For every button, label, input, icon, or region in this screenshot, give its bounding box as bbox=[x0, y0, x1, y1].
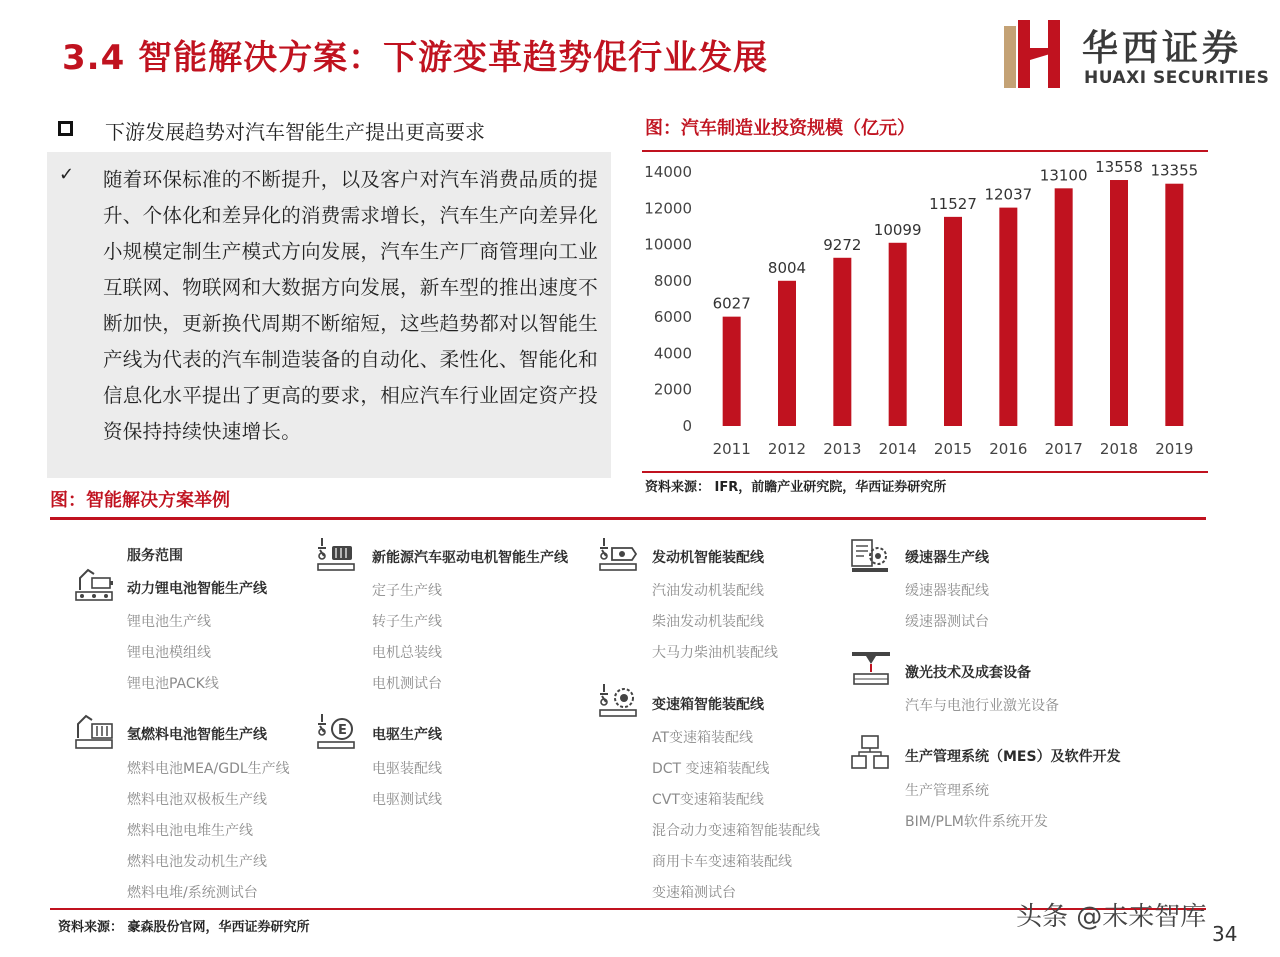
col1-head-1: 动力锂电池智能生产线 bbox=[127, 581, 267, 597]
x-tick-label: 2016 bbox=[989, 440, 1028, 458]
paragraph-box bbox=[47, 152, 611, 478]
col2-head-2: 电驱生产线 bbox=[372, 727, 442, 743]
col4-item: 缓速器装配线 bbox=[905, 583, 989, 599]
motor-line-icon bbox=[316, 536, 356, 572]
data-label: 13558 bbox=[1095, 158, 1143, 177]
e-drive-line-icon bbox=[316, 712, 356, 750]
bar bbox=[1055, 188, 1073, 426]
y-tick-label: 8000 bbox=[653, 271, 692, 290]
col3-item: AT变速箱装配线 bbox=[652, 730, 754, 746]
y-tick-label: 10000 bbox=[644, 235, 692, 254]
x-tick-label: 2018 bbox=[1099, 440, 1139, 458]
y-tick-label: 14000 bbox=[644, 163, 692, 181]
col1-item: 燃料电池双极板生产线 bbox=[127, 792, 267, 808]
bar bbox=[723, 317, 741, 426]
col1-item: 锂电池模组线 bbox=[127, 645, 211, 661]
col3-item: DCT 变速箱装配线 bbox=[652, 761, 770, 777]
y-tick-label: 0 bbox=[682, 417, 692, 435]
laser-equipment-icon bbox=[850, 650, 892, 690]
data-label: 12037 bbox=[984, 185, 1033, 204]
col2-item: 电机测试台 bbox=[372, 676, 442, 692]
col1-item: 燃料电堆/系统测试台 bbox=[127, 885, 258, 901]
bar bbox=[1110, 180, 1128, 426]
col2-item: 电驱装配线 bbox=[372, 761, 442, 777]
page-number: 34 bbox=[1212, 922, 1238, 946]
x-tick-label: 2013 bbox=[823, 440, 862, 458]
bar bbox=[833, 258, 851, 426]
page-title: 3.4 智能解决方案：下游变革趋势促行业发展 bbox=[62, 38, 769, 78]
col3-item: 混合动力变速箱智能装配线 bbox=[652, 823, 820, 839]
col3-item: 商用卡车变速箱装配线 bbox=[652, 854, 792, 870]
logo-en-text: HUAXI SECURITIES bbox=[1084, 68, 1270, 88]
bar bbox=[778, 281, 796, 426]
company-logo bbox=[1002, 20, 1270, 90]
solutions-title: 图：智能解决方案举例 bbox=[50, 490, 230, 511]
col4-item: 生产管理系统 bbox=[905, 783, 989, 799]
battery-line-icon bbox=[72, 566, 116, 602]
paragraph-text: 随着环保标准的不断提升，以及客户对汽车消费品质的提升、个体化和差异化的消费需求增长，汽车生产向差异化小规模定制生产模式方向发展，汽车生产厂商管理向工业互联网、物联网和大数据方向发展，新车型的推出速度不断加快，更新换代周期不断缩短，这些趋势都对以智能生产线为代表的汽车制造装备的自动化、柔性化、智能化和信息化水平提出了更高的要求，相应汽车行业固定资产投资保持持续快速增长。 bbox=[103, 168, 599, 443]
col1-head-2: 氢燃料电池智能生产线 bbox=[127, 727, 267, 743]
fuel-cell-line-icon bbox=[72, 712, 116, 750]
bar bbox=[999, 208, 1017, 426]
x-tick-label: 2012 bbox=[767, 440, 807, 458]
col3-head-2: 变速箱智能装配线 bbox=[652, 697, 764, 713]
col2-item: 电驱测试线 bbox=[372, 792, 442, 808]
chart-title: 图：汽车制造业投资规模（亿元） bbox=[645, 118, 915, 139]
col1-item: 燃料电池发动机生产线 bbox=[127, 854, 267, 870]
x-tick-label: 2015 bbox=[933, 440, 973, 458]
y-tick-label: 2000 bbox=[653, 380, 692, 399]
col3-item: 大马力柴油机装配线 bbox=[652, 645, 778, 661]
col3-head-1: 发动机智能装配线 bbox=[652, 550, 764, 566]
service-scope-label: 服务范围 bbox=[127, 548, 183, 564]
watermark: 头条 @未来智库 bbox=[1016, 902, 1207, 932]
y-tick-label: 6000 bbox=[653, 308, 692, 327]
bullet-heading-text: 下游发展趋势对汽车智能生产提出更高要求 bbox=[105, 120, 485, 144]
check-mark-icon: ✓ bbox=[59, 164, 75, 185]
x-tick-label: 2014 bbox=[878, 440, 917, 458]
footer-source: 资料来源： 豪森股份官网，华西证券研究所 bbox=[58, 920, 310, 935]
col4-head-1: 缓速器生产线 bbox=[905, 550, 989, 566]
data-label: 9272 bbox=[823, 235, 862, 254]
data-label: 11527 bbox=[929, 194, 977, 213]
x-tick-label: 2017 bbox=[1044, 440, 1083, 458]
huaxi-logo-mark-icon bbox=[1002, 20, 1068, 90]
col1-item: 锂电池生产线 bbox=[127, 614, 211, 630]
bar bbox=[889, 243, 907, 426]
col2-item: 电机总装线 bbox=[372, 645, 442, 661]
svg-text:E: E bbox=[338, 723, 347, 738]
x-tick-label: 2011 bbox=[712, 440, 751, 458]
engine-line-icon bbox=[598, 536, 638, 572]
data-label: 13355 bbox=[1150, 161, 1199, 180]
col2-head-1: 新能源汽车驱动电机智能生产线 bbox=[372, 550, 568, 566]
col1-item: 锂电池PACK线 bbox=[127, 676, 219, 692]
bar bbox=[944, 217, 962, 426]
data-label: 6027 bbox=[712, 294, 751, 313]
chart-svg bbox=[642, 150, 1208, 475]
col4-item: 汽车与电池行业激光设备 bbox=[905, 698, 1059, 714]
square-bullet-icon bbox=[58, 121, 73, 136]
section-divider bbox=[50, 517, 1206, 520]
col1-item: 燃料电池MEA/GDL生产线 bbox=[127, 761, 290, 777]
col3-item: CVT变速箱装配线 bbox=[652, 792, 764, 808]
col2-item: 定子生产线 bbox=[372, 583, 442, 599]
investment-chart bbox=[642, 150, 1208, 475]
mes-software-icon bbox=[850, 734, 890, 772]
data-label: 8004 bbox=[767, 258, 807, 277]
chart-source: 资料来源： IFR，前瞻产业研究院，华西证券研究所 bbox=[645, 480, 947, 495]
col2-item: 转子生产线 bbox=[372, 614, 442, 630]
col4-head-3: 生产管理系统（MES）及软件开发 bbox=[905, 749, 1121, 765]
col1-item: 燃料电池电堆生产线 bbox=[127, 823, 253, 839]
bar bbox=[1165, 184, 1183, 426]
y-tick-label: 4000 bbox=[653, 344, 692, 363]
bullet-heading bbox=[58, 116, 618, 146]
col3-item: 变速箱测试台 bbox=[652, 885, 736, 901]
logo-cn-text: 华西证券 bbox=[1082, 28, 1243, 69]
col3-item: 柴油发动机装配线 bbox=[652, 614, 764, 630]
col3-item: 汽油发动机装配线 bbox=[652, 583, 764, 599]
retarder-line-icon bbox=[850, 536, 890, 574]
data-label: 10099 bbox=[873, 220, 922, 239]
col4-item: 缓速器测试台 bbox=[905, 614, 989, 630]
y-tick-label: 12000 bbox=[644, 199, 692, 218]
data-label: 13100 bbox=[1039, 166, 1088, 185]
col4-item: BIM/PLM软件系统开发 bbox=[905, 814, 1048, 830]
x-tick-label: 2019 bbox=[1155, 440, 1194, 458]
col4-head-2: 激光技术及成套设备 bbox=[905, 665, 1031, 681]
gearbox-line-icon bbox=[598, 682, 638, 718]
